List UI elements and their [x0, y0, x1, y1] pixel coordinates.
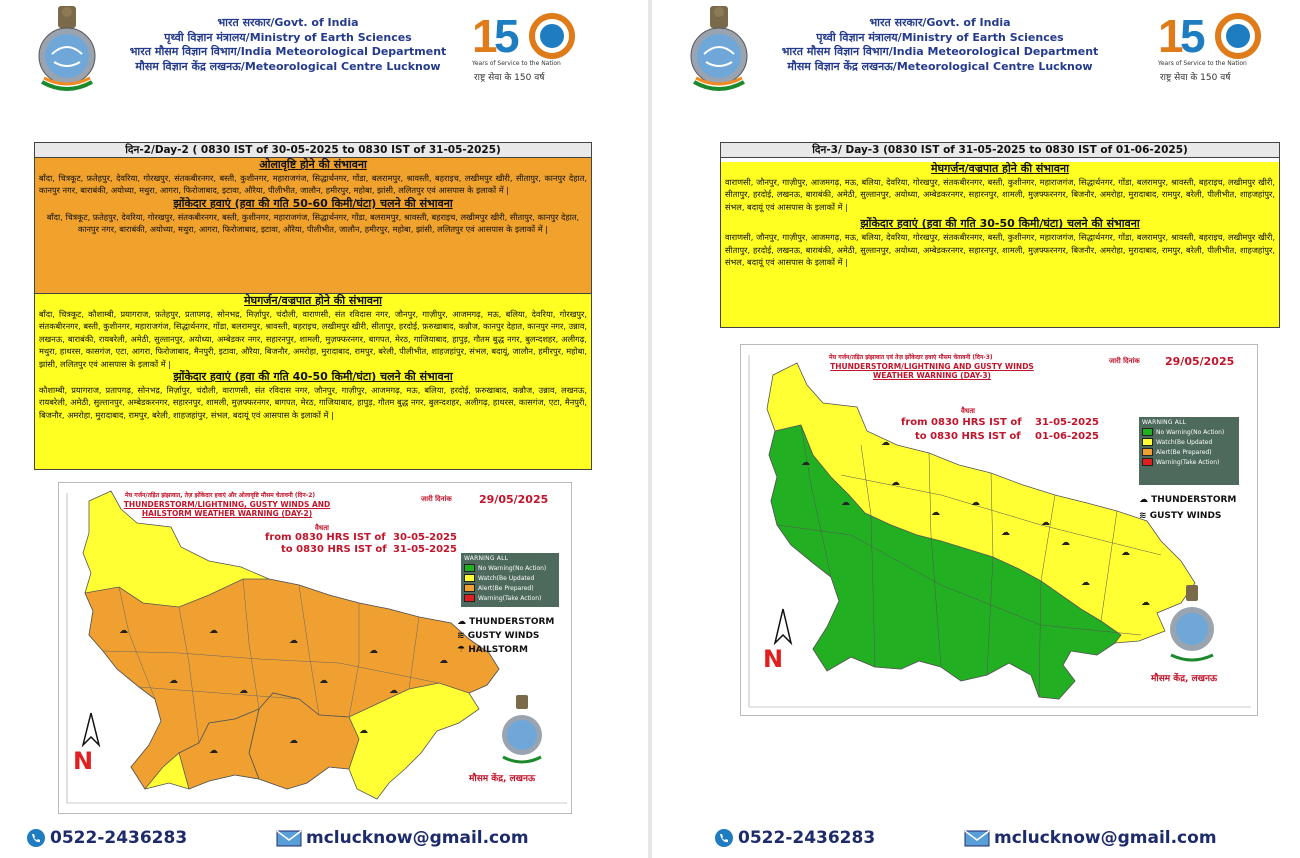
day2-map-emblem-icon — [499, 695, 545, 767]
svg-text:☁: ☁ — [119, 625, 128, 635]
day3-forecast-box — [720, 142, 1280, 328]
gusty-winds-50-60-districts: बाँदा, चित्रकूट, फ़तेहपुर, देवरिया, गोरखपुर, संतकबीरनगर, बस्ती, कुशीनगर, महाराजगंज, सिद्धार्थनगर, गोंडा, बलरामपुर, श्रावस्ती, बहराइच, लखीमपुर खीरी, सीतापुर, कानपुर देहात, कानपुर नगर, बाराबंकी, अयोध्या, मथुरा, आगरा, फिरोजाबाद, इटावा, औरैया, पीलीभीत, जालौन, हमीरपुर, महोबा, झांसी, ललितपुर एवं आसपास के इलाकों में | — [46, 211, 580, 235]
day2-title: दिन-2/Day-2 ( 0830 IST of 30-05-2025 to 0830 IST of 31-05-2025) — [35, 143, 591, 158]
legend-watch: Watch(Be Updated — [478, 574, 535, 582]
svg-text:☁: ☁ — [439, 655, 448, 665]
thunderstorm-icon: ☁ — [457, 617, 470, 627]
thunderstorm-icon: ☁ — [1139, 495, 1152, 505]
svg-text:☁: ☁ — [239, 685, 248, 695]
svg-text:☁: ☁ — [209, 745, 218, 755]
legend-swatch-green — [1142, 428, 1153, 436]
day2-map-title: THUNDERSTORM/LIGHTNING, GUSTY WINDS AND HAILSTORM WEATHER WARNING (DAY-2) — [123, 500, 331, 518]
page-footer — [652, 824, 1300, 854]
imd-150-years-logo — [1158, 10, 1282, 86]
govt-line-1: भारत सरकार/Govt. of India — [869, 16, 1011, 29]
legend-title: WARNING ALL — [464, 555, 509, 562]
day3-map-emblem-icon — [1167, 585, 1217, 665]
svg-text:☁: ☁ — [319, 675, 328, 685]
legend-alert: Alert(Be Prepared) — [1156, 448, 1212, 456]
logo-150-icon — [472, 10, 596, 60]
legend-warning: Warning(Take Action) — [1156, 458, 1220, 466]
email-address: mclucknow@gmail.com — [994, 828, 1217, 848]
day2-yellow-section — [35, 294, 591, 470]
svg-text:☁: ☁ — [209, 625, 218, 635]
legend-no-warning: No Warning(No Action) — [478, 564, 547, 572]
imd-150-years-logo — [472, 10, 596, 86]
day3-map-hindi-title: मेघ गर्जन/तड़ित झंझावात एवं तेज़ झोंकेदार हवाएं मौसम चेतावनी (दिन-3) — [829, 354, 993, 361]
day3-warning-map — [740, 344, 1258, 716]
page-header — [652, 4, 1300, 90]
legend-watch: Watch(Be Updated — [1156, 438, 1213, 446]
govt-line-3: भारत मौसम विज्ञान विभाग/India Meteorological Department — [129, 45, 447, 58]
phone-icon — [714, 828, 734, 848]
hailstorm-heading: ओलावृष्टि होने की संभावना — [259, 158, 367, 171]
email-icon — [964, 828, 990, 848]
day2-to-label: to 0830 HRS IST of — [281, 544, 387, 555]
bulletin-page-day3 — [652, 0, 1300, 858]
gusty-winds-icon: ≋ — [1139, 511, 1150, 521]
day2-sym-gusty-winds: ≋ GUSTY WINDS — [457, 631, 540, 641]
svg-text:☁: ☁ — [1001, 527, 1010, 537]
logo-150-hindi: राष्ट्र सेवा के 150 वर्ष — [1160, 73, 1231, 83]
hailstorm-districts: बाँदा, चित्रकूट, फ़तेहपुर, देवरिया, गोरखपुर, संतकबीरनगर, बस्ती, कुशीनगर, महाराजगंज, सिद्धार्थनगर, गोंडा, बलरामपुर, श्रावस्ती, बहराइच, लखीमपुर खीरी, सीतापुर, कानपुर देहात, कानपुर नगर, बाराबंकी, अयोध्या, मथुरा, आगरा, फिरोजाबाद, इटावा, औरैया, पीलीभीत, जालौन, हमीरपुर, महोबा, झांसी, ललितपुर एवं आसपास के इलाकों में | — [39, 173, 587, 196]
logo-150-tagline: Years of Service to the Nation — [472, 60, 561, 67]
gusty-winds-40-50-districts: कौशाम्बी, प्रयागराज, प्रतापगढ़, सोनभद्र, मिर्ज़ापुर, चंदौली, वाराणसी, संत रविदास नगर, जौनपुर, गाज़ीपुर, आजमगढ़, मऊ, बलिया, हरदोई, फ़रुखाबाद, कन्नौज, उन्नाव, लखनऊ, रायबरेली, अमेठी, सुल्तानपुर, अम्बेडकरनगर, सहारनपुर, शामली, मुज़फ्फरनगर, बागपत, मेरठ, गाजियाबाद, हापुड़, गौतम बुद्ध नगर, बुलन्दशहर, अलीगढ़, हाथरस, कासगंज, एटा, मैनपुरी, बिजनौर, अमरोहा, मुरादाबाद, रामपुर, बरेली, शाहजहांपुर, संभल, बदायूं एवं आसपास के इलाकों में | — [39, 385, 587, 420]
legend-alert: Alert(Be Prepared) — [478, 584, 534, 592]
svg-text:☁: ☁ — [801, 457, 810, 467]
day2-legend — [461, 553, 559, 607]
hailstorm-icon: ☂ — [457, 645, 469, 655]
phone-number: 0522-2436283 — [50, 828, 188, 848]
thunderstorm-heading: मेघगर्जन/वज्रपात होने की संभावना — [244, 294, 382, 307]
svg-text:☁: ☁ — [971, 497, 980, 507]
day2-map-hindi-title: मेघ गर्जन/तड़ित झंझावात, तेज़ झोंकेदार हवाएं और ओलावृष्टि मौसम चेतावनी (दिन-2) — [125, 492, 316, 499]
svg-text:1: 1 — [1158, 10, 1184, 60]
svg-text:☁: ☁ — [359, 725, 368, 735]
svg-text:5: 5 — [494, 10, 520, 60]
svg-text:☁: ☁ — [891, 477, 900, 487]
legend-swatch-orange — [1142, 448, 1153, 456]
svg-text:☁: ☁ — [1061, 537, 1070, 547]
phone-contact — [26, 828, 187, 848]
day2-mc-label: मौसम केंद्र, लखनऊ — [469, 774, 536, 784]
phone-contact — [714, 828, 875, 848]
govt-line-4: मौसम विज्ञान केंद्र लखनऊ/Meteorological Centre Lucknow — [135, 59, 441, 73]
svg-text:☁: ☁ — [841, 497, 850, 507]
imd-emblem-icon — [34, 4, 100, 92]
day3-yellow-section — [721, 162, 1279, 328]
day2-from-label: from 0830 HRS IST of — [265, 532, 386, 543]
day3-title: दिन-3/ Day-3 (0830 IST of 31-05-2025 to 0830 IST of 01-06-2025) — [721, 143, 1279, 158]
legend-swatch-orange — [464, 584, 475, 592]
svg-text:5: 5 — [1180, 10, 1206, 60]
email-icon — [276, 828, 302, 848]
thunderstorm-districts: वाराणसी, जौनपुर, गाज़ीपुर, आजमगढ़, मऊ, बलिया, देवरिया, गोरखपुर, संतकबीरनगर, बस्ती, कुशीनगर, महाराजगंज, सिद्धार्थनगर, गोंडा, बलरामपुर, श्रावस्ती, बहराइच, लखीमपुर खीरी, सीतापुर, हरदोई, लखनऊ, बाराबंकी, अमेठी, सुल्तानपुर, अयोध्या, अम्बेडकरनगर, सहारनपुर, शामली, मुज़फ्फरनगर, बिजनौर, अमरोहा, मुरादाबाद, रामपुर, बरेली, पीलीभीत, शाहजहांपुर, संभल, बदायूं एवं आसपास के इलाकों में | — [725, 177, 1275, 212]
logo-150-tagline: Years of Service to the Nation — [1158, 60, 1247, 67]
thunderstorm-heading: मेघगर्जन/वज्रपात होने की संभावना — [931, 162, 1069, 175]
day3-to-label: to 0830 HRS IST of — [915, 431, 1021, 442]
day3-sym-gusty-winds: ≋ GUSTY WINDS — [1139, 511, 1222, 521]
day2-from-date: 30-05-2025 — [393, 532, 457, 543]
day2-sym-thunderstorm: ☁ THUNDERSTORM — [457, 617, 555, 627]
day2-north-arrow-label: N — [73, 747, 94, 775]
day2-forecast-box — [34, 142, 592, 470]
day3-issued-label: जारी दिनांक — [1109, 357, 1140, 365]
email-contact — [276, 828, 529, 848]
gusty-winds-30-50-districts: वाराणसी, जौनपुर, गाज़ीपुर, आजमगढ़, मऊ, बलिया, देवरिया, गोरखपुर, संतकबीरनगर, बस्ती, कुशीनगर, महाराजगंज, सिद्धार्थनगर, गोंडा, बलरामपुर, श्रावस्ती, बहराइच, लखीमपुर खीरी, सीतापुर, हरदोई, लखनऊ, बाराबंकी, अमेठी, सुल्तानपुर, अयोध्या, अम्बेडकरनगर, सहारनपुर, शामली, मुज़फ्फरनगर, बिजनौर, अमरोहा, मुरादाबाद, रामपुर, बरेली, पीलीभीत, शाहजहांपुर, संभल, बदायूं एवं आसपास के इलाकों में | — [725, 232, 1275, 268]
svg-text:☁: ☁ — [1081, 577, 1090, 587]
logo-150-hindi: राष्ट्र सेवा के 150 वर्ष — [474, 73, 545, 83]
govt-header-text — [764, 16, 1116, 74]
svg-text:☁: ☁ — [289, 635, 298, 645]
phone-number: 0522-2436283 — [738, 828, 876, 848]
page-header — [0, 4, 648, 90]
svg-text:☁: ☁ — [1041, 517, 1050, 527]
svg-text:☁: ☁ — [389, 685, 398, 695]
day2-validity-label: वैधता — [315, 524, 329, 532]
govt-line-2: पृथ्वी विज्ञान मंत्रालय/Ministry of Earth Sciences — [816, 30, 1064, 44]
day2-sym-hailstorm: ☂ HAILSTORM — [457, 645, 528, 655]
day2-orange-section — [35, 158, 591, 294]
gusty-winds-50-60-heading: झोंकेदार हवाएं (हवा की गति 50-60 किमी/घंटा) चलने की संभावना — [173, 196, 453, 210]
day3-to-date: 01-06-2025 — [1035, 431, 1099, 442]
day2-warning-map — [58, 482, 572, 814]
legend-no-warning: No Warning(No Action) — [1156, 428, 1225, 436]
email-address: mclucknow@gmail.com — [306, 828, 529, 848]
day3-north-arrow-label: N — [763, 645, 784, 673]
thunderstorm-districts: बाँदा, चित्रकूट, कौशाम्बी, प्रयागराज, फ़तेहपुर, प्रतापगढ़, सोनभद्र, मिर्ज़ापुर, चंदौली, वाराणसी, संत रविदास नगर, जौनपुर, गाज़ीपुर, आजमगढ़, मऊ, बलिया, देवरिया, गोरखपुर, संतकबीरनगर, बस्ती, कुशीनगर, महाराजगंज, सिद्धार्थनगर, गोंडा, बलरामपुर, श्रावस्ती, बहराइच, लखीमपुर खीरी, सीतापुर, हरदोई, फ़रुखाबाद, कन्नौज, कानपुर देहात, कानपुर नगर, उन्नाव, लखनऊ, बाराबंकी, रायबरेली, अमेठी, सुल्तानपुर, अयोध्या, अम्बेडकर नगर, सहारनपुर, शामली, मुज़फ्फरनगर, बागपत, मेरठ, गाजियाबाद, हापुड़, गौतम बुद्ध नगर, बुलन्दशहर, अलीगढ़, मथुरा, हाथरस, कासगंज, एटा, आगरा, फिरोजाबाद, मैनपुरी, इटावा, औरैया, बिजनौर, अमरोहा, मुरादाबाद, रामपुर, बरेली, पीलीभीत, शाहजहांपुर, संभल, बदायूं, जालौन, हमीरपुर, महोबा, झांसी, ललितपुर एवं आसपास के इलाकों में | — [39, 309, 587, 369]
day3-validity-label: वैधता — [961, 407, 975, 415]
imd-emblem-icon — [686, 4, 752, 92]
svg-text:☁: ☁ — [1121, 547, 1130, 557]
govt-line-4: मौसम विज्ञान केंद्र लखनऊ/Meteorological Centre Lucknow — [787, 59, 1093, 73]
day3-legend — [1139, 417, 1239, 485]
day3-from-date: 31-05-2025 — [1035, 417, 1099, 428]
svg-text:☁: ☁ — [289, 735, 298, 745]
day3-from-label: from 0830 HRS IST of — [901, 417, 1022, 428]
svg-text:☁: ☁ — [1141, 597, 1150, 607]
day2-issued-label: जारी दिनांक — [421, 495, 452, 503]
gusty-winds-30-50-heading: झोंकेदार हवाएं (हवा की गति 30-50 किमी/घंटा) चलने की संभावना — [860, 217, 1140, 231]
legend-swatch-red — [1142, 458, 1153, 466]
bulletin-page-day2 — [0, 0, 648, 858]
phone-icon — [26, 828, 46, 848]
govt-line-2: पृथ्वी विज्ञान मंत्रालय/Ministry of Earth Sciences — [164, 30, 412, 44]
gusty-winds-40-50-heading: झोंकेदार हवाएं (हवा की गति 40-50 किमी/घंटा) चलने की संभावना — [173, 370, 453, 384]
svg-text:☁: ☁ — [931, 507, 940, 517]
page-footer — [0, 824, 648, 854]
logo-150-icon — [1158, 10, 1282, 60]
legend-swatch-green — [464, 564, 475, 572]
legend-swatch-yellow — [1142, 438, 1153, 446]
day2-issued-date: 29/05/2025 — [479, 493, 549, 506]
legend-swatch-yellow — [464, 574, 475, 582]
day3-map-title: THUNDERSTORM/LIGHTNING AND GUSTY WINDS WEATHER WARNING (DAY-3) — [830, 362, 1034, 380]
govt-header-text — [112, 16, 464, 74]
svg-text:☁: ☁ — [169, 675, 178, 685]
gusty-winds-icon: ≋ — [457, 631, 468, 641]
legend-title: WARNING ALL — [1142, 419, 1187, 426]
govt-line-1: भारत सरकार/Govt. of India — [217, 16, 359, 29]
svg-text:☁: ☁ — [369, 645, 378, 655]
govt-line-3: भारत मौसम विज्ञान विभाग/India Meteorological Department — [781, 45, 1099, 58]
email-contact — [964, 828, 1217, 848]
svg-text:1: 1 — [472, 10, 498, 60]
day2-to-date: 31-05-2025 — [393, 544, 457, 555]
day3-sym-thunderstorm: ☁ THUNDERSTORM — [1139, 495, 1237, 505]
day3-mc-label: मौसम केंद्र, लखनऊ — [1151, 674, 1218, 684]
day3-issued-date: 29/05/2025 — [1165, 355, 1235, 368]
svg-text:☁: ☁ — [881, 437, 890, 447]
legend-warning: Warning(Take Action) — [478, 594, 542, 602]
legend-swatch-red — [464, 594, 475, 602]
